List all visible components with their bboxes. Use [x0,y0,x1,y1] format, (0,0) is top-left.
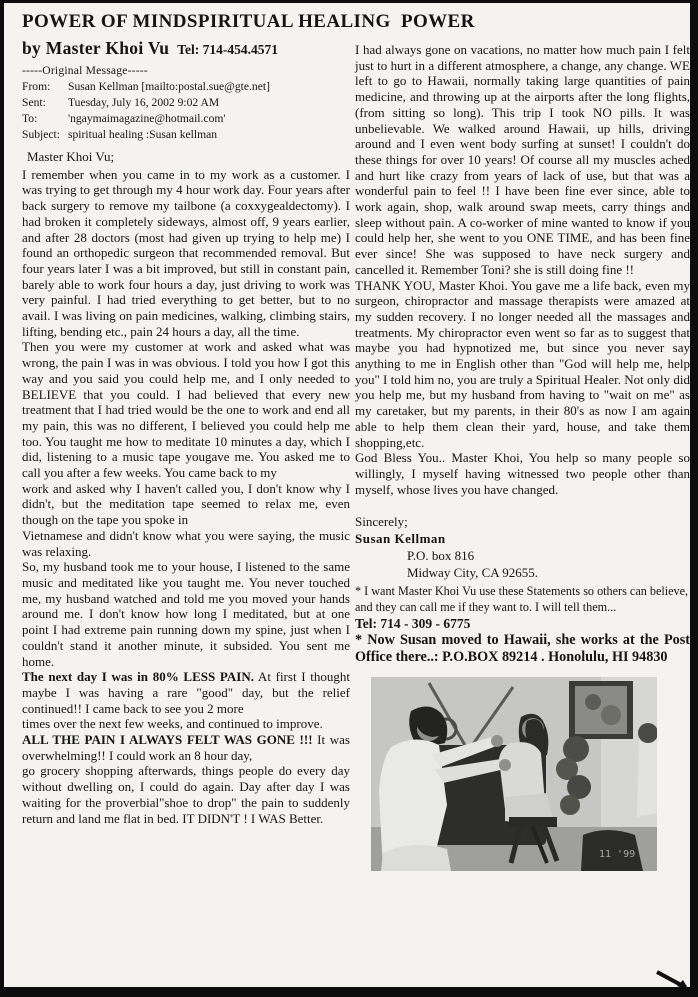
paragraph: work and asked why I haven't called you, I don't know why I didn't, but the meditation tape seemed to relax me, even though on the tape you spoke in [22,480,350,528]
left-column [22,149,350,826]
paragraph: God Bless You.. Master Khoi, You help so many people so willingly, I myself having witnessed two people other than myself, whose lives you have changed. [355,450,690,497]
paragraph: I had always gone on vacations, no matter how much pain I felt just to hurt in a different atmosphere, a change, any change. WE left to go to Hawaii, normally taking large quantities of pain medicine, and throwing up at the airports after the long flights, (from sitting so long). This trip I took NO pills. It was unbelievable. We walked around Hawaii, up hills, driving around and I even went body surfing at sunset! I couldn't do these things for over 10 years! Of course all my muscles ached and hurt like crazy from years of lack of use, but that was a wonderful pain to feel !! I have been fine ever since, able to work again, shop, walk around swap meets, carry things and sleep without pain. A co-worker of mine wanted to know if you could help her, she went to you ONE TIME, and has been fine ever since! She was supposed to have neck surgery and cancelled it. Remember Toni? she is still doing fine !! [355,42,690,277]
signature-phone: Tel: 714 - 309 - 6775 [355,615,471,631]
right-column-paragraphs [355,42,690,497]
email-field-subject [22,127,352,143]
paragraph: I remember when you came in to my work as a customer. I was trying to get through my 4 hour work day. Four years after back surgery to remove my tailbone (a coxxygealdectomy). I had broken it completely sideways, almost off, 9 years earlier, and after 28 doctors (most had given up trying to help me) I found an orthopedic surgeon that recommended removal. But four years later I was a bit improved, but still in constant pain, barely able to work four hours a day, just driving to work was very painful. I had tried everything to get better, but to no avail. I was living on pain medicines, walking, climbing stairs, lifting, bending etc., pain 24 hours a day, all the time. [22,166,350,339]
signature-name: Susan Kellman [355,531,446,547]
signature-closing: Sincerely; [355,514,408,530]
photo-date-stamp: 11 '99 [599,848,636,860]
pen-arrow-mark [653,968,690,987]
email-field-from [22,79,352,95]
paragraph: times over the next few weeks, and continued to improve. [22,716,323,732]
document-title: POWER OF MINDSPIRITUAL HEALING POWER [22,11,475,32]
photo-illustration [371,677,657,871]
document-page [4,3,690,987]
email-field-label: To: [22,112,38,125]
email-field-sent [22,95,352,111]
paragraph: go grocery shopping afterwards, things people do every day without dwelling on, I could do again. Day after day I was waiting for the proverbial"shoe to drop" the pain to suddenly return and land me flat in bed. IT DIDN'T ! I WAS Better. [22,763,350,826]
email-field-label: Subject: [22,128,60,141]
email-field-label: Sent: [22,96,46,109]
email-field-to [22,111,352,127]
signature-block [355,514,690,664]
email-field-value: Tuesday, July 16, 2002 9:02 AM [68,96,220,109]
hawaii-relocation-note: * Now Susan moved to Hawaii, she works at the Post Office there..: P.O.BOX 89214 . Honolulu, HI 94830 [355,632,690,665]
right-column [355,42,690,871]
healing-session-photo [371,677,657,871]
byline-phone: Tel: 714-454.4571 [177,42,278,57]
paragraph: Then you were my customer at work and asked what was wrong, the pain I was in was obvious. I told you how I got this way and you said you could help me, and I only needed to BELIEVE that you could. I had believed that every new treatment that I had tried would be the one to work and end all my pain, this was no different, I believed you could help me too. You taught me how to meditate 10 minutes a day, which I did, listening to a music tape yougave me. You asked me to call you after a few weeks. You came back to my [22,339,350,481]
email-field-label: From: [22,80,51,93]
permission-note: * I want Master Khoi Vu use these Statements so others can believe, and they can call me if they want to. I will tell them... [355,583,689,615]
paragraph: Master Khoi Vu; [27,149,115,164]
paragraph: The next day I was in 80% LESS PAIN. At first I thought maybe I was having a rare "good" day, but the relief continued!! I came back to see you 2 more [22,669,350,716]
email-field-value: 'ngaymaimagazine@hotmail.com' [68,112,226,125]
email-header-block [22,63,352,143]
paragraph: Vietnamese and didn't know what you were saying, the music was relaxing. [22,527,350,559]
signature-address-line1: P.O. box 816 [407,547,475,563]
email-field-value: spiritual healing :Susan kellman [68,128,218,141]
paragraph: So, my husband took me to your house, I listened to the same music and meditated like you taught me. You never touched me, my husband watched and told me you moved your hands around me. I don't know how long I meditated, but at one point I had extreme pain running down my spine, just when I couldn't stand it another minute, it subsided. You sent me home. [22,559,350,669]
paragraph: THANK YOU, Master Khoi. You gave me a life back, even my surgeon, chiropractor and massage therapists were amazed at my sudden recovery. I no longer needed all the massages and treatments. My chiropractor even went so far as to suggest that maybe you had hypnotized me, but since you never say anything to me in English other than "God will help me, help you" I told him no, you are truly a Spiritual Healer. Not only did you help me, but my husband from having to "wait on me" as my caretaker, but my parents, in their 80's as now I am again able to help them clean their yard, house, and take them shopping,etc. [355,277,690,450]
original-message-divider: -----Original Message----- [22,64,148,77]
paragraph: ALL THE PAIN I ALWAYS FELT WAS GONE !!! It was overwhelming!! I could work an 8 hour day, [22,732,350,763]
email-field-value: Susan Kellman [mailto:postal.sue@gte.net] [68,80,270,93]
signature-address-line2: Midway City, CA 92655. [407,564,538,580]
byline-author: by Master Khoi Vu [22,38,170,58]
